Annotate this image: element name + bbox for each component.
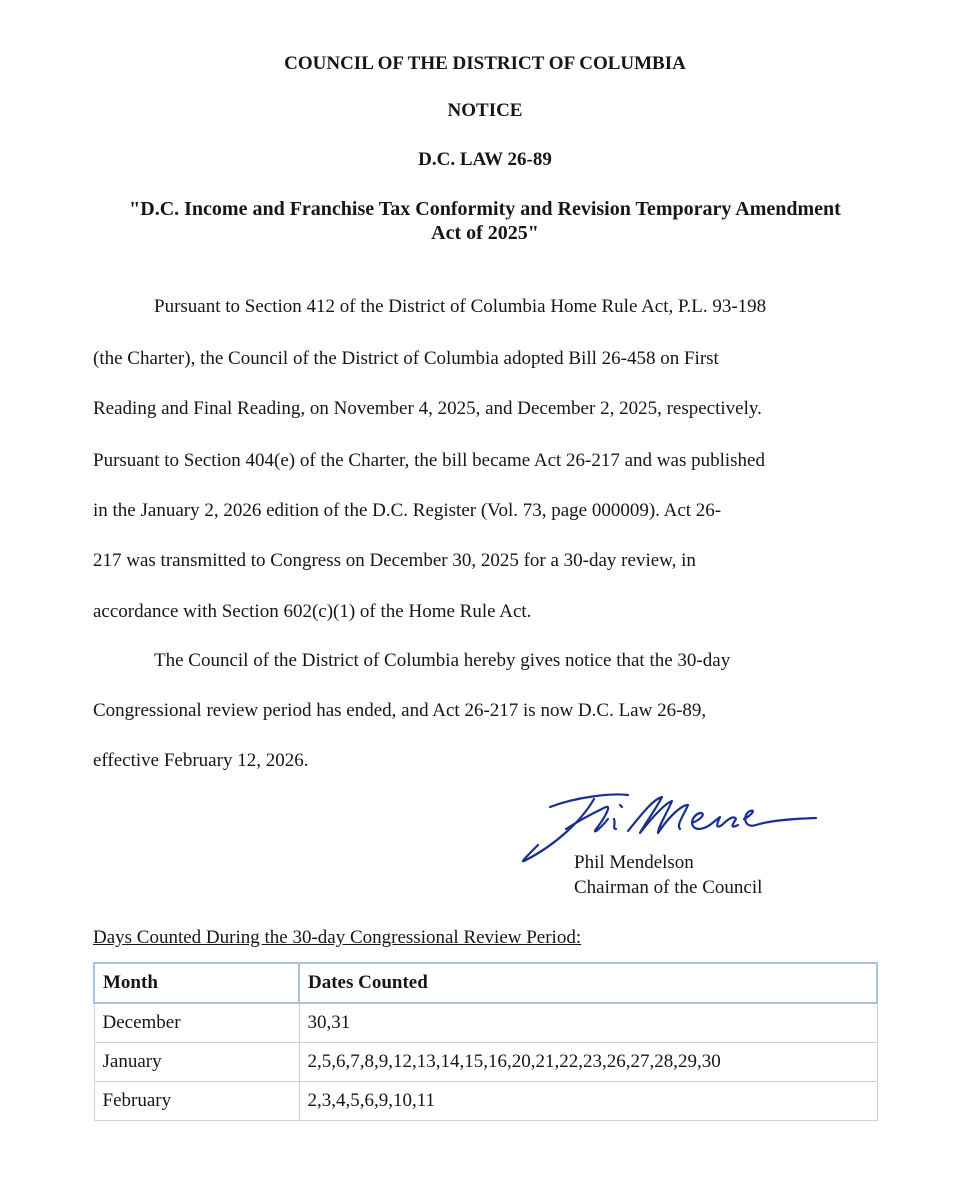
table-row [94,1082,877,1121]
paragraph-1-line-1: Pursuant to Section 412 of the District of Columbia Home Rule Act, P.L. 93-198 [154,296,767,317]
table-row [94,1003,877,1043]
paragraph-1-line-7: accordance with Section 602(c)(1) of the Home Rule Act. [93,601,532,622]
month-cell: January [94,1043,299,1082]
paragraph-1-line-6: 217 was transmitted to Congress on December 30, 2025 for a 30-day review, in [93,550,696,571]
paragraph-2-line-3: effective February 12, 2026. [93,750,309,771]
dates-cell: 2,3,4,5,6,9,10,11 [299,1082,877,1121]
days-counted-table [93,962,878,1121]
column-header-month: Month [94,963,299,1003]
paragraph-1-line-2: (the Charter), the Council of the District of Columbia adopted Bill 26-458 on First [93,348,719,369]
paragraph-2-line-1: The Council of the District of Columbia hereby gives notice that the 30-day [154,650,731,671]
month-cell: February [94,1082,299,1121]
act-title-line-1: "D.C. Income and Franchise Tax Conformity and Revision Temporary Amendment [129,198,841,220]
notice-heading: NOTICE [447,100,523,121]
table-row [94,1043,877,1082]
signatory-title: Chairman of the Council [574,877,763,898]
signatory-name: Phil Mendelson [574,852,694,873]
table-caption: Days Counted During the 30-day Congressional Review Period: [93,927,582,948]
dates-cell: 30,31 [299,1003,877,1043]
act-title-heading [0,197,970,245]
paragraph-2-line-2: Congressional review period has ended, and Act 26-217 is now D.C. Law 26-89, [93,700,707,721]
act-title-line-2: Act of 2025" [431,222,539,244]
table-header-row [94,963,877,1003]
month-cell: December [94,1003,299,1043]
dates-cell: 2,5,6,7,8,9,12,13,14,15,16,20,21,22,23,26,27,28,29,30 [299,1043,877,1082]
column-header-dates: Dates Counted [299,963,877,1003]
law-number-heading: D.C. LAW 26-89 [418,149,552,170]
council-heading: COUNCIL OF THE DISTRICT OF COLUMBIA [284,53,686,74]
paragraph-1-line-5: in the January 2, 2026 edition of the D.C. Register (Vol. 73, page 000009). Act 26- [93,500,722,521]
paragraph-1-line-4: Pursuant to Section 404(e) of the Charter, the bill became Act 26-217 and was published [93,450,765,471]
paragraph-1-line-3: Reading and Final Reading, on November 4, 2025, and December 2, 2025, respectively. [93,398,762,419]
